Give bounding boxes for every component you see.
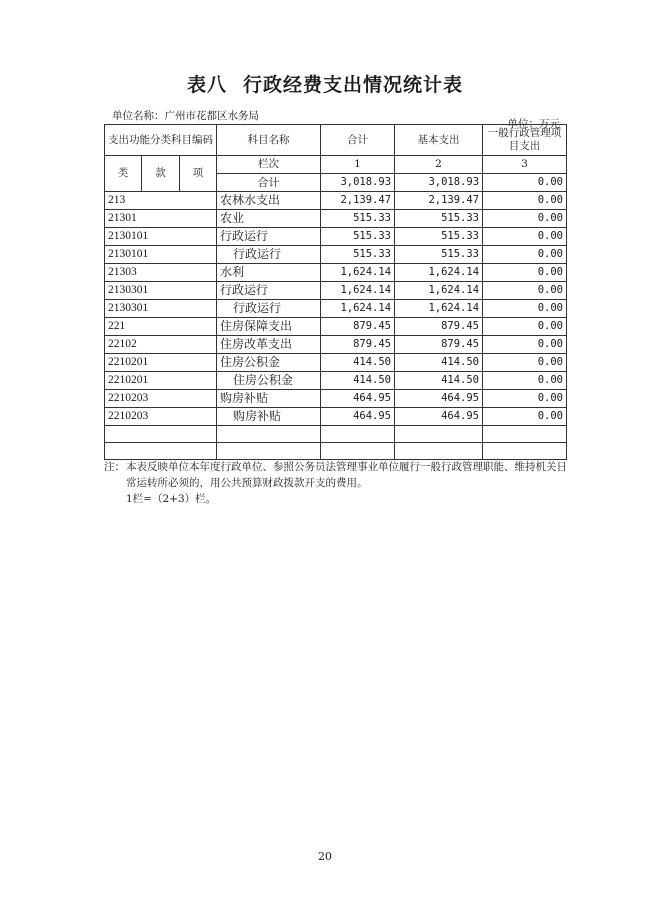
row-basic: 515.33: [395, 210, 483, 228]
header-item: 项: [180, 156, 217, 192]
row-admin: 0.00: [483, 264, 567, 282]
row-basic: 515.33: [395, 228, 483, 246]
table-row: [105, 210, 567, 228]
row-subject-name: 住房保障支出: [217, 318, 321, 336]
row-subject-name: 行政运行: [217, 282, 321, 300]
header-total: 合计: [321, 125, 395, 156]
header-section: 款: [142, 156, 180, 192]
row-basic: 2,139.47: [395, 192, 483, 210]
table-row: [105, 354, 567, 372]
footnote-label: 注：: [104, 461, 125, 473]
row-basic: 464.95: [395, 390, 483, 408]
row-subject-name: 住房公积金: [217, 354, 321, 372]
row-subject-name: 购房补贴: [217, 390, 321, 408]
page-title: [0, 70, 650, 97]
row-admin: 0.00: [483, 336, 567, 354]
row-admin: 0.00: [483, 390, 567, 408]
table-row: [105, 300, 567, 318]
row-basic: 1,624.14: [395, 264, 483, 282]
row-total: 1,624.14: [321, 264, 395, 282]
table-row: [105, 390, 567, 408]
row-admin: 0.00: [483, 210, 567, 228]
row-code: 213: [105, 192, 217, 210]
row-total: 414.50: [321, 372, 395, 390]
row-total: 515.33: [321, 228, 395, 246]
header-col3: 3: [483, 156, 567, 174]
row-subject-name: 农业: [217, 210, 321, 228]
row-basic: 1,624.14: [395, 282, 483, 300]
row-total: 515.33: [321, 246, 395, 264]
row-total: 1,624.14: [321, 300, 395, 318]
empty-cell: [483, 426, 567, 443]
table-row: [105, 246, 567, 264]
row-basic: 515.33: [395, 246, 483, 264]
table-row: [105, 372, 567, 390]
row-subject-name: 购房补贴: [217, 408, 321, 426]
expenditure-table: [104, 124, 567, 460]
empty-cell: [217, 426, 321, 443]
empty-cell: [105, 426, 217, 443]
row-basic: 879.45: [395, 336, 483, 354]
row-code: 22102: [105, 336, 217, 354]
row-total: 464.95: [321, 390, 395, 408]
row-code: 21301: [105, 210, 217, 228]
table-row: [105, 192, 567, 210]
row-admin: 0.00: [483, 354, 567, 372]
empty-cell: [395, 443, 483, 460]
row-basic: 879.45: [395, 318, 483, 336]
title-table-number: 表八: [186, 74, 227, 96]
header-subject-name: 科目名称: [217, 125, 321, 156]
header-basic-expenditure: 基本支出: [395, 125, 483, 156]
table-body: [105, 192, 567, 460]
row-total: 515.33: [321, 210, 395, 228]
table-row: [105, 228, 567, 246]
row-admin: 0.00: [483, 246, 567, 264]
row-subject-name: 水利: [217, 264, 321, 282]
row-total: 464.95: [321, 408, 395, 426]
row-code: 2210203: [105, 390, 217, 408]
empty-cell: [395, 426, 483, 443]
header-category: 类: [105, 156, 142, 192]
row-admin: 0.00: [483, 192, 567, 210]
unit-label: 单位：万元: [507, 118, 560, 130]
row-subject-name: 农林水支出: [217, 192, 321, 210]
row-admin: 0.00: [483, 318, 567, 336]
unit-name: 单位名称：广州市花都区水务局: [112, 110, 259, 122]
header-general-admin: 一般行政管理项目支出: [483, 125, 567, 156]
row-basic: 414.50: [395, 354, 483, 372]
table-row: [105, 264, 567, 282]
row-admin: 0.00: [483, 282, 567, 300]
footnote-formula: 1栏=（2+3）栏。: [126, 493, 217, 505]
row-code: 2130101: [105, 228, 217, 246]
row-admin: 0.00: [483, 228, 567, 246]
row-total: 414.50: [321, 354, 395, 372]
table-row: [105, 282, 567, 300]
empty-cell: [483, 443, 567, 460]
empty-cell: [105, 443, 217, 460]
title-text: 行政经费支出情况统计表: [243, 74, 464, 96]
row-basic: 1,624.14: [395, 300, 483, 318]
row-total: 879.45: [321, 318, 395, 336]
row-code: 2130301: [105, 282, 217, 300]
footnote-text: 本表反映单位本年度行政单位、参照公务员法管理事业单位履行一般行政管理职能、维持机关日常运转所必须的，用公共预算财政拨款开支的费用。: [126, 461, 567, 489]
row-total: 879.45: [321, 336, 395, 354]
row-basic: 464.95: [395, 408, 483, 426]
empty-cell: [321, 426, 395, 443]
row-admin: 0.00: [483, 300, 567, 318]
empty-row: [105, 443, 567, 460]
row-code: 2210203: [105, 408, 217, 426]
table-row: [105, 318, 567, 336]
row-code: 2210201: [105, 372, 217, 390]
row-code: 2210201: [105, 354, 217, 372]
row-code: 2130101: [105, 246, 217, 264]
total-basic: 3,018.93: [395, 174, 483, 192]
total-label: 合计: [217, 174, 321, 192]
row-subject-name: 行政运行: [217, 300, 321, 318]
row-code: 2130301: [105, 300, 217, 318]
total-total: 3,018.93: [321, 174, 395, 192]
row-subject-name: 行政运行: [217, 228, 321, 246]
row-subject-name: 住房公积金: [217, 372, 321, 390]
empty-cell: [217, 443, 321, 460]
row-code: 221: [105, 318, 217, 336]
row-code: 21303: [105, 264, 217, 282]
row-admin: 0.00: [483, 408, 567, 426]
row-admin: 0.00: [483, 372, 567, 390]
header-col1: 1: [321, 156, 395, 174]
header-column-label: 栏次: [217, 156, 321, 174]
table-row: [105, 408, 567, 426]
empty-cell: [321, 443, 395, 460]
total-admin: 0.00: [483, 174, 567, 192]
footnote: [104, 459, 572, 507]
row-subject-name: 行政运行: [217, 246, 321, 264]
row-total: 1,624.14: [321, 282, 395, 300]
table-row: [105, 336, 567, 354]
page-number: 20: [318, 850, 332, 863]
row-subject-name: 住房改革支出: [217, 336, 321, 354]
empty-row: [105, 426, 567, 443]
header-col2: 2: [395, 156, 483, 174]
row-total: 2,139.47: [321, 192, 395, 210]
row-basic: 414.50: [395, 372, 483, 390]
header-function-class: 支出功能分类科目编码: [105, 125, 217, 156]
